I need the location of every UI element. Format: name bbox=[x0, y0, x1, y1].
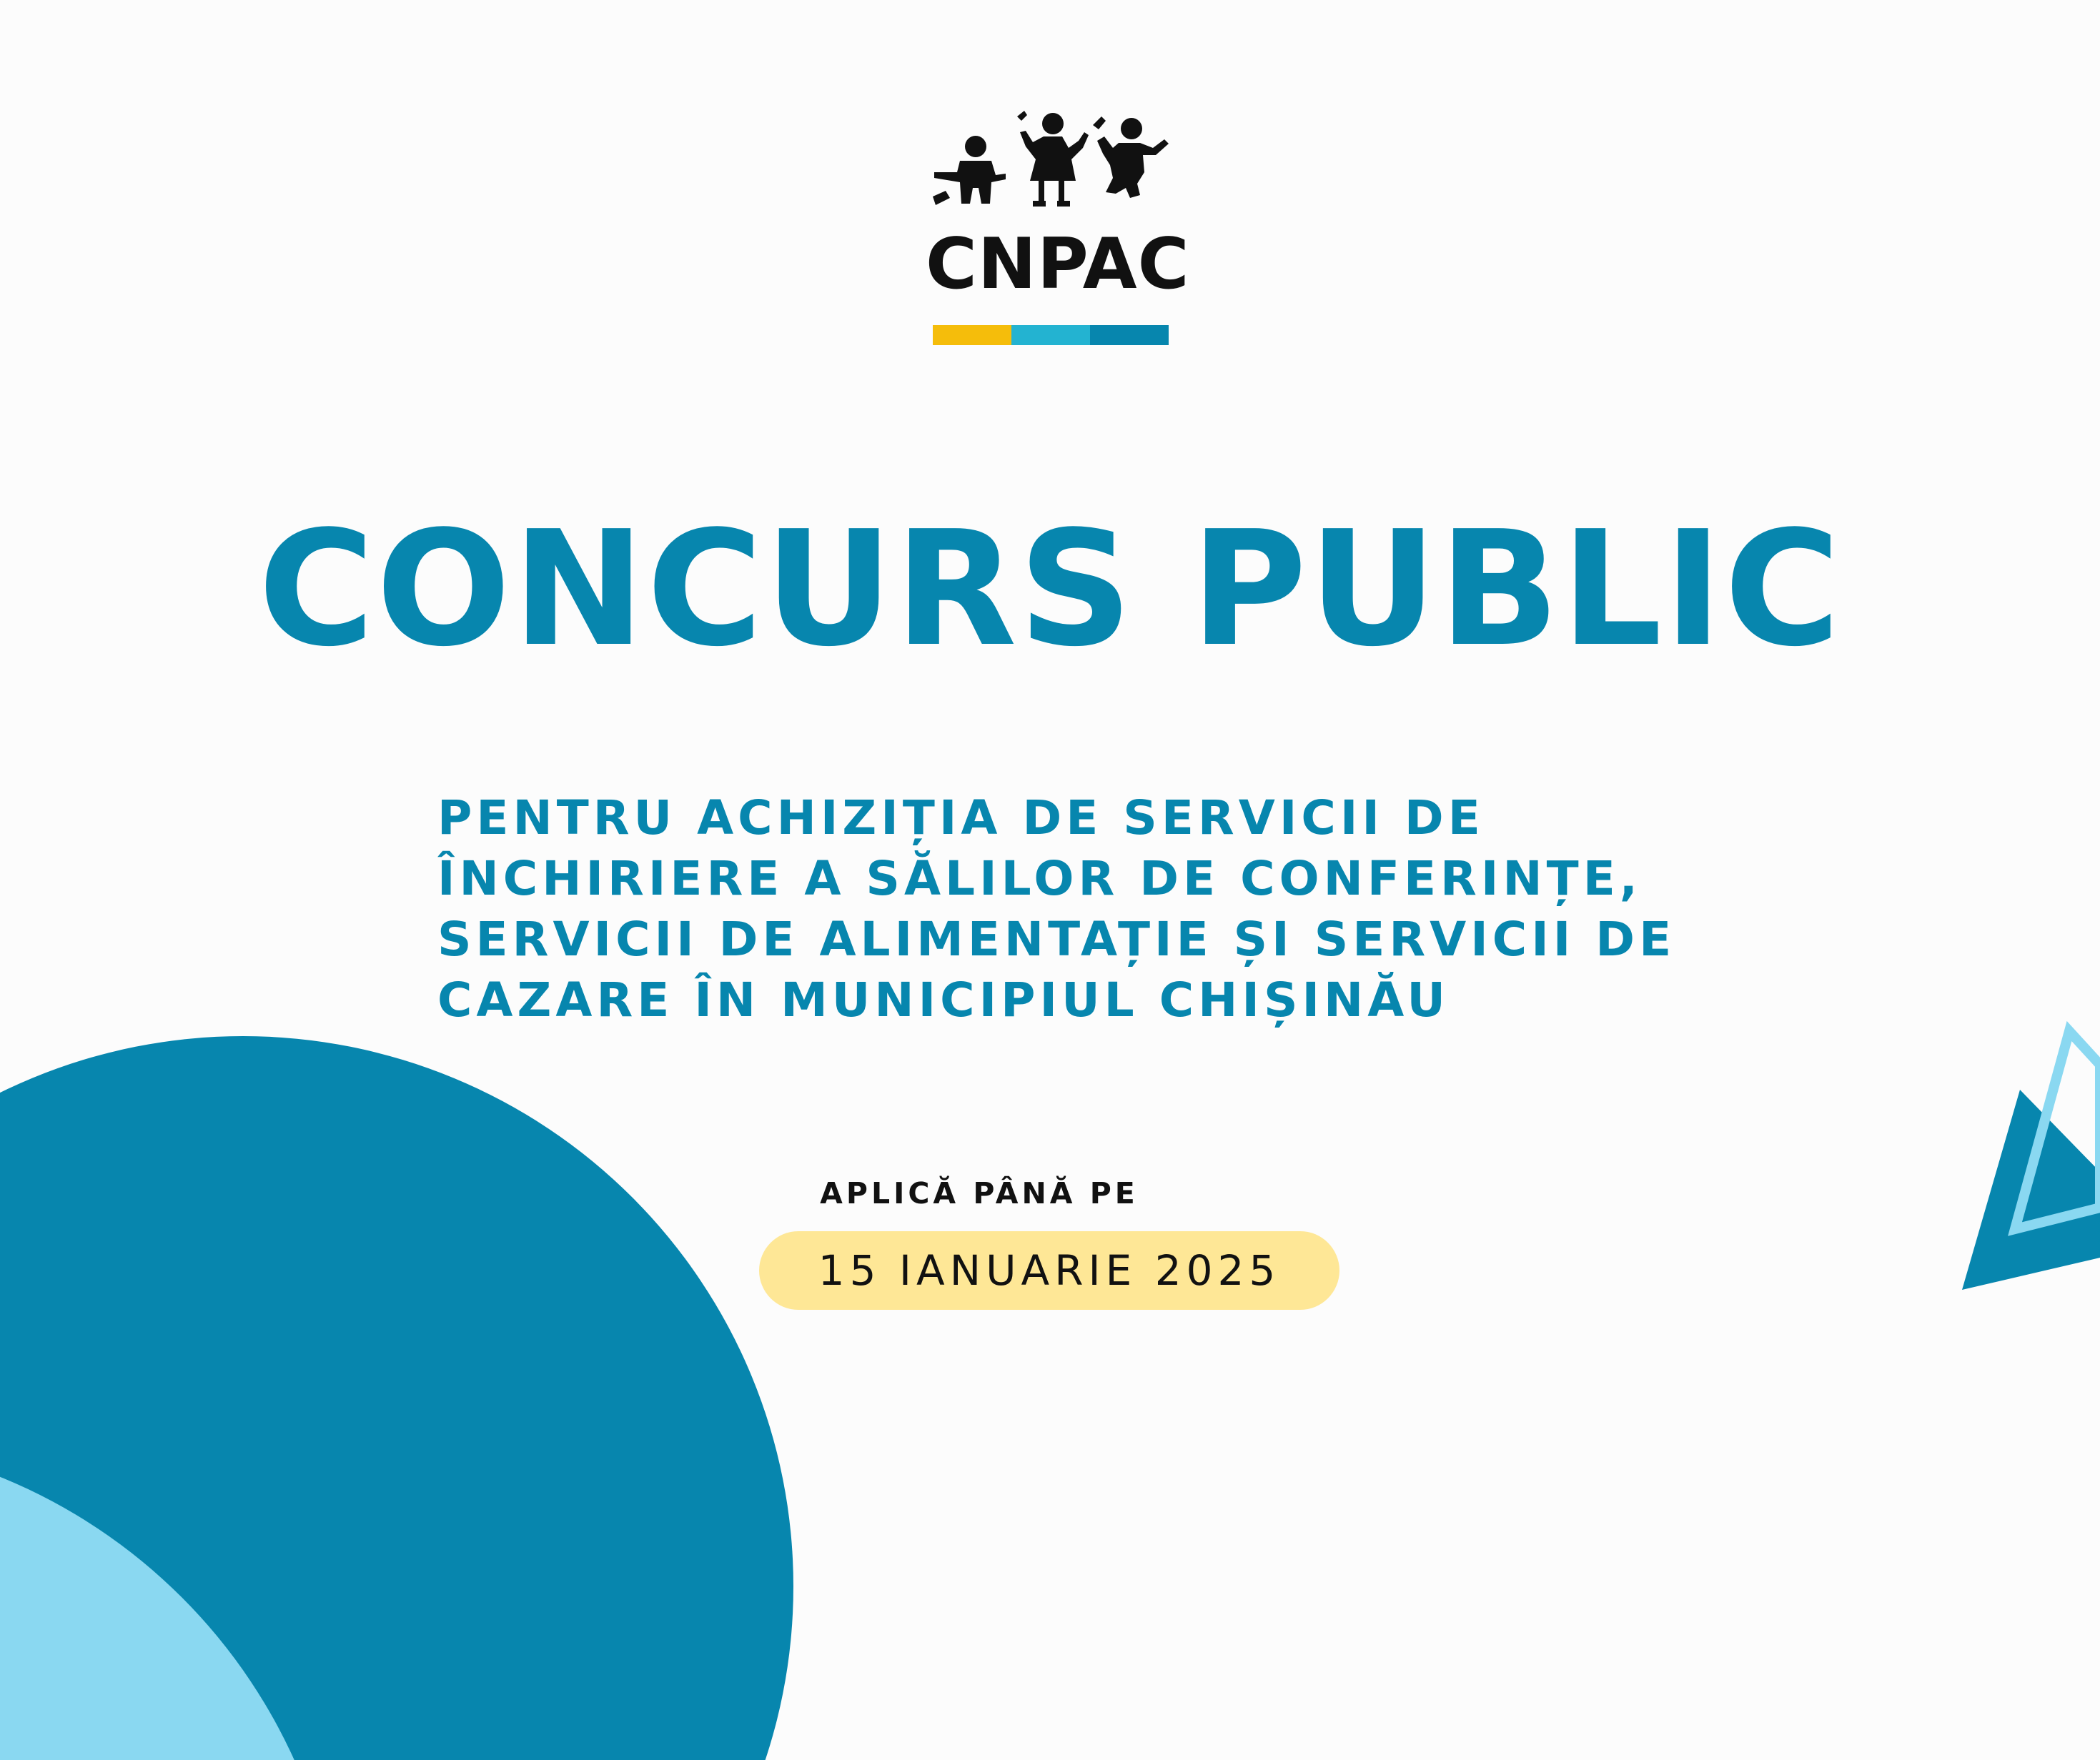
cnpac-logo bbox=[926, 104, 1190, 354]
apply-label: APLICĂ PÂNĂ PE bbox=[820, 1176, 1139, 1210]
subtitle bbox=[437, 787, 1724, 1030]
logo-bar-blue bbox=[1090, 325, 1169, 345]
page-title: CONCURS PUBLIC bbox=[258, 497, 1842, 682]
logo-bar-cyan bbox=[1011, 325, 1090, 345]
dark-blue-triangle bbox=[1962, 1090, 2100, 1290]
logo-wordmark: CNPAC bbox=[926, 224, 1190, 305]
deadline-badge: 15 IANUARIE 2025 bbox=[759, 1231, 1339, 1310]
subtitle-line: CAZARE ÎN MUNICIPIUL CHIȘINĂU bbox=[437, 973, 1450, 1028]
subtitle-line: PENTRU ACHIZIȚIA DE SERVICII DE bbox=[437, 790, 1485, 845]
subtitle-line: ÎNCHIRIERE A SĂLILOR DE CONFERINȚE, bbox=[437, 851, 1642, 906]
subtitle-line: SERVICII DE ALIMENTAȚIE ȘI SERVICII DE bbox=[437, 912, 1676, 967]
logo-color-bar bbox=[933, 325, 1169, 345]
logo-bar-yellow bbox=[933, 325, 1011, 345]
children-icon bbox=[926, 104, 1176, 211]
